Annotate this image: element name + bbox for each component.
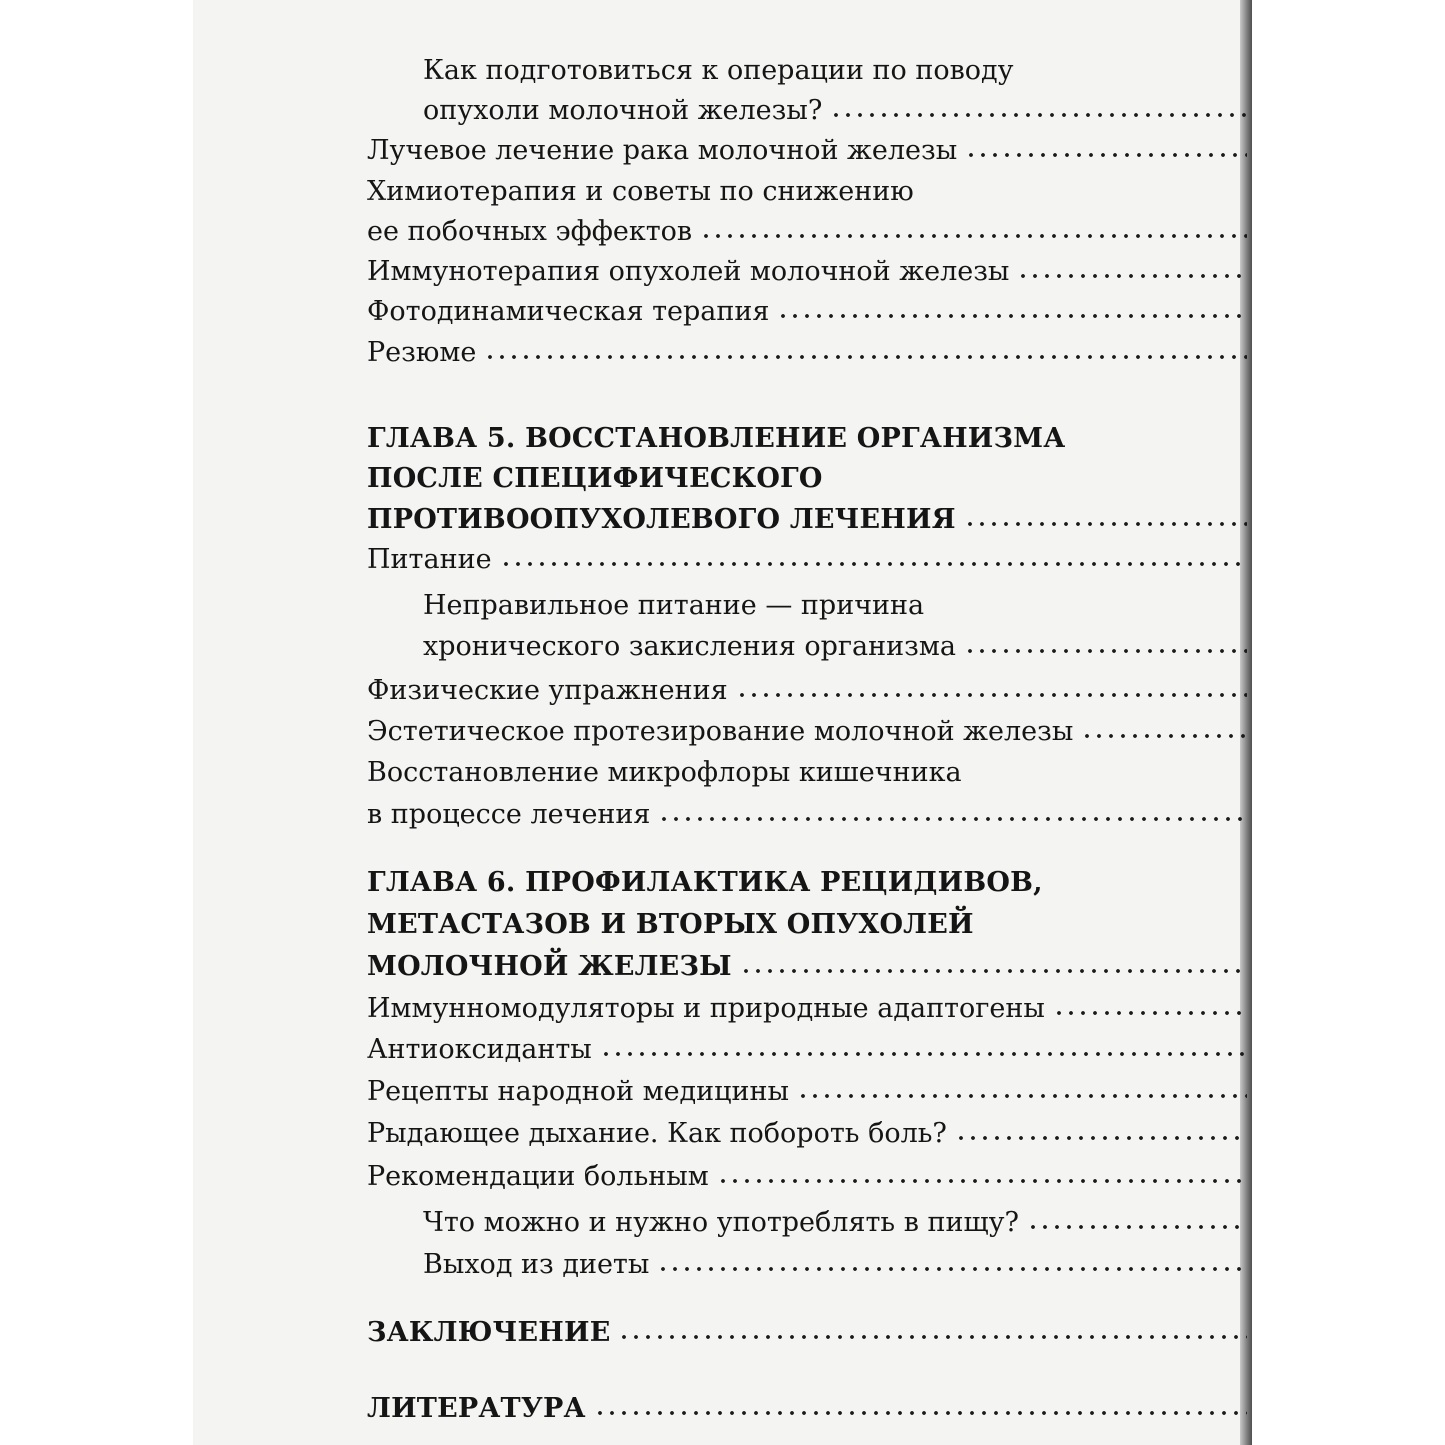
toc-entry-text: опухоли молочной железы? bbox=[423, 95, 823, 126]
dot-leader bbox=[1081, 733, 1247, 739]
dot-leader bbox=[964, 648, 1247, 654]
toc-entry bbox=[367, 207, 1247, 247]
toc-entry-text: Рекомендации больным bbox=[367, 1161, 709, 1192]
toc-entry bbox=[367, 666, 1247, 706]
toc-entry-text: Иммунотерапия опухолей молочной железы bbox=[367, 256, 1010, 287]
toc-entry bbox=[367, 1025, 1247, 1065]
toc-entry bbox=[423, 86, 1247, 126]
dot-leader bbox=[594, 1410, 1247, 1416]
toc-entry-text: Химиотерапия и советы по снижению bbox=[367, 176, 914, 207]
chapter-heading bbox=[367, 454, 1247, 494]
dot-leader bbox=[964, 521, 1247, 527]
dot-leader bbox=[700, 233, 1247, 239]
toc-entry-text: Физические упражнения bbox=[367, 675, 728, 706]
toc-entry-text: ее побочных эффектов bbox=[367, 216, 693, 247]
toc-entry-text: Выход из диеты bbox=[423, 1249, 650, 1280]
toc-entry bbox=[367, 328, 1247, 368]
toc-entry-text: Фотодинамическая терапия bbox=[367, 296, 770, 327]
chapter-heading-text: ПОСЛЕ СПЕЦИФИЧЕСКОГО bbox=[367, 463, 823, 494]
toc-entry bbox=[367, 748, 1247, 788]
chapter-heading bbox=[367, 858, 1247, 898]
toc-entry bbox=[423, 581, 1247, 621]
toc-entry bbox=[367, 1067, 1247, 1107]
toc-entry bbox=[367, 126, 1247, 166]
toc-entry-text: Питание bbox=[367, 544, 492, 575]
toc-entry-text: Резюме bbox=[367, 337, 477, 368]
toc-entry bbox=[367, 247, 1247, 287]
chapter-heading-text: ГЛАВА 6. ПРОФИЛАКТИКА РЕЦИДИВОВ, bbox=[367, 867, 1043, 898]
section-heading-text: ЗАКЛЮЧЕНИЕ bbox=[367, 1317, 611, 1348]
chapter-heading bbox=[367, 495, 1247, 535]
dot-leader bbox=[657, 1266, 1247, 1272]
toc-entry bbox=[423, 1240, 1247, 1280]
toc-entry-text: Что можно и нужно употреблять в пищу? bbox=[423, 1207, 1019, 1238]
toc-entry-text: Неправильное питание — причина bbox=[423, 590, 925, 621]
chapter-heading bbox=[367, 900, 1247, 940]
dot-leader bbox=[1053, 1010, 1247, 1016]
dot-leader bbox=[1017, 273, 1247, 279]
toc-entry bbox=[367, 287, 1247, 327]
chapter-heading bbox=[367, 414, 1247, 454]
toc-entry-text: Восстановление микрофлоры кишечника bbox=[367, 757, 962, 788]
toc-entry-text: Антиоксиданты bbox=[367, 1034, 592, 1065]
toc-entry bbox=[367, 790, 1247, 830]
toc-entry-text: Рыдающее дыхание. Как побороть боль? bbox=[367, 1118, 947, 1149]
chapter-heading bbox=[367, 942, 1247, 982]
dot-leader bbox=[736, 692, 1247, 698]
dot-leader bbox=[740, 968, 1247, 974]
toc-entry-text: Рецепты народной медицины bbox=[367, 1076, 790, 1107]
dot-leader bbox=[717, 1178, 1247, 1184]
toc-entry-text: в процессе лечения bbox=[367, 799, 651, 830]
toc-entry bbox=[367, 167, 1247, 207]
toc-entry bbox=[367, 707, 1247, 747]
dot-leader bbox=[1027, 1224, 1247, 1230]
dot-leader bbox=[955, 1135, 1247, 1141]
toc-entry-text: Эстетическое протезирование молочной железы bbox=[367, 716, 1074, 747]
dot-leader bbox=[830, 112, 1247, 118]
toc-entry bbox=[423, 622, 1247, 662]
section-heading bbox=[367, 1384, 1247, 1424]
toc-entry-text: Иммунномодуляторы и природные адаптогены bbox=[367, 993, 1045, 1024]
toc-entry-text: Как подготовиться к операции по поводу bbox=[423, 55, 1014, 86]
toc-entry bbox=[367, 1109, 1247, 1149]
dot-leader bbox=[965, 152, 1247, 158]
toc-entry bbox=[423, 1198, 1247, 1238]
chapter-heading-text: МОЛОЧНОЙ ЖЕЛЕЗЫ bbox=[367, 951, 732, 982]
toc-entry bbox=[367, 984, 1247, 1024]
dot-leader bbox=[600, 1051, 1247, 1057]
toc-entry-text: хронического закисления организма bbox=[423, 631, 956, 662]
dot-leader bbox=[658, 816, 1247, 822]
toc-entry-text: Лучевое лечение рака молочной железы bbox=[367, 135, 958, 166]
chapter-heading-text: МЕТАСТАЗОВ И ВТОРЫХ ОПУХОЛЕЙ bbox=[367, 909, 974, 940]
dot-leader bbox=[618, 1334, 1247, 1340]
dot-leader bbox=[500, 561, 1247, 567]
dot-leader bbox=[777, 313, 1247, 319]
dot-leader bbox=[797, 1093, 1247, 1099]
section-heading bbox=[367, 1308, 1247, 1348]
chapter-heading-text: ПРОТИВООПУХОЛЕВОГО ЛЕЧЕНИЯ bbox=[367, 504, 956, 535]
toc-entry bbox=[367, 1152, 1247, 1192]
section-heading-text: ЛИТЕРАТУРА bbox=[367, 1393, 586, 1424]
toc-entry bbox=[423, 46, 1247, 86]
chapter-heading-text: ГЛАВА 5. ВОССТАНОВЛЕНИЕ ОРГАНИЗМА bbox=[367, 423, 1066, 454]
toc-entry bbox=[367, 535, 1247, 575]
dot-leader bbox=[484, 354, 1247, 360]
